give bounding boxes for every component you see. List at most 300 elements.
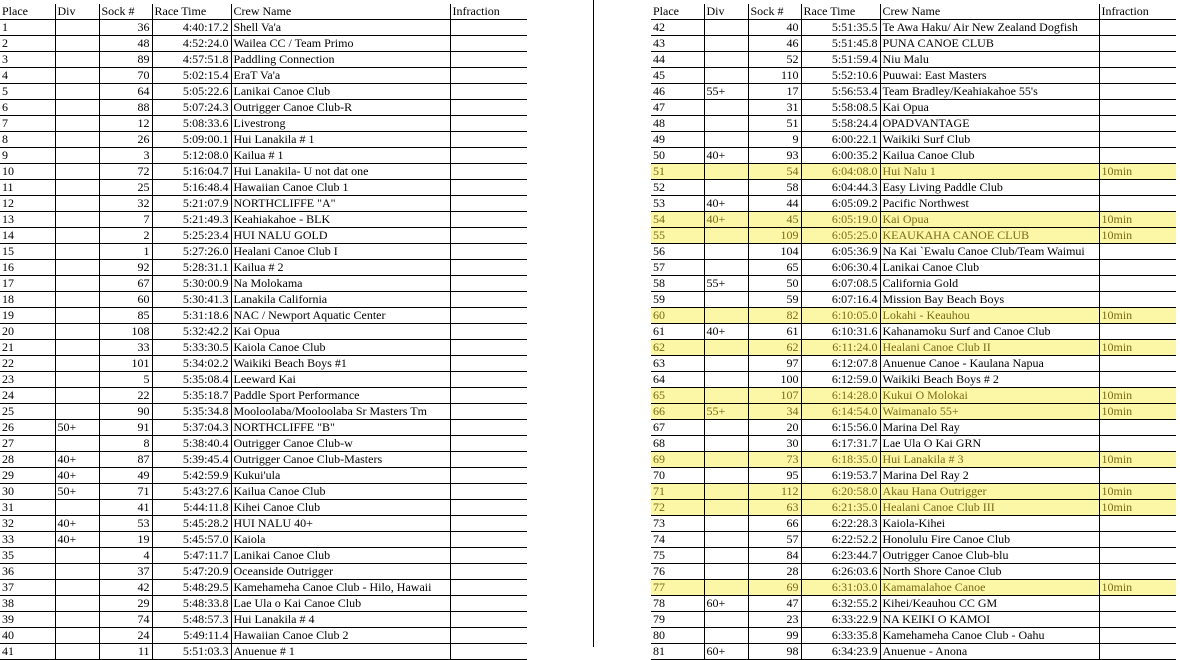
cell-race-time: 5:05:22.6 bbox=[152, 84, 231, 100]
cell-place: 24 bbox=[0, 388, 55, 404]
cell-infraction bbox=[1099, 132, 1176, 148]
cell-infraction bbox=[450, 52, 527, 68]
cell-place: 48 bbox=[651, 116, 704, 132]
cell-place: 28 bbox=[0, 452, 55, 468]
cell-infraction bbox=[450, 244, 527, 260]
cell-crew-name: Na Kai `Ewalu Canoe Club/Team Waimui bbox=[880, 244, 1099, 260]
table-row bbox=[651, 500, 1176, 516]
cell-sock: 33 bbox=[99, 340, 152, 356]
cell-place: 35 bbox=[0, 548, 55, 564]
cell-sock: 85 bbox=[99, 308, 152, 324]
cell-place: 19 bbox=[0, 308, 55, 324]
cell-crew-name: Healani Canoe Club III bbox=[880, 500, 1099, 516]
table-row bbox=[0, 340, 527, 356]
cell-race-time: 5:21:07.9 bbox=[152, 196, 231, 212]
cell-race-time: 5:12:08.0 bbox=[152, 148, 231, 164]
cell-race-time: 5:28:31.1 bbox=[152, 260, 231, 276]
cell-div bbox=[55, 356, 99, 372]
cell-race-time: 5:09:00.1 bbox=[152, 132, 231, 148]
cell-race-time: 5:48:29.5 bbox=[152, 580, 231, 596]
table-row bbox=[0, 212, 527, 228]
cell-crew-name: Leeward Kai bbox=[231, 372, 450, 388]
cell-race-time: 4:52:24.0 bbox=[152, 36, 231, 52]
cell-race-time: 5:08:33.6 bbox=[152, 116, 231, 132]
cell-crew-name: Kailua Canoe Club bbox=[231, 484, 450, 500]
cell-place: 20 bbox=[0, 324, 55, 340]
cell-div bbox=[704, 548, 748, 564]
cell-race-time: 5:38:40.4 bbox=[152, 436, 231, 452]
cell-div bbox=[704, 260, 748, 276]
cell-sock: 49 bbox=[99, 468, 152, 484]
cell-sock: 30 bbox=[748, 436, 801, 452]
table-row bbox=[651, 276, 1176, 292]
cell-sock: 54 bbox=[748, 164, 801, 180]
table-row bbox=[0, 20, 527, 36]
cell-crew-name: Keahiakahoe - BLK bbox=[231, 212, 450, 228]
cell-race-time: 6:20:58.0 bbox=[801, 484, 880, 500]
cell-sock: 4 bbox=[99, 548, 152, 564]
cell-crew-name: Hawaiian Canoe Club 2 bbox=[231, 628, 450, 644]
cell-place: 39 bbox=[0, 612, 55, 628]
cell-sock: 52 bbox=[748, 52, 801, 68]
cell-crew-name: Waikiki Surf Club bbox=[880, 132, 1099, 148]
cell-infraction bbox=[1099, 596, 1176, 612]
cell-div bbox=[704, 532, 748, 548]
cell-place: 46 bbox=[651, 84, 704, 100]
cell-crew-name: California Gold bbox=[880, 276, 1099, 292]
cell-place: 73 bbox=[651, 516, 704, 532]
cell-infraction bbox=[1099, 516, 1176, 532]
cell-infraction: 10min bbox=[1099, 484, 1176, 500]
cell-race-time: 5:56:53.4 bbox=[801, 84, 880, 100]
cell-place: 47 bbox=[651, 100, 704, 116]
cell-infraction bbox=[1099, 324, 1176, 340]
cell-crew-name: Kihei/Keauhou CC GM bbox=[880, 596, 1099, 612]
cell-place: 11 bbox=[0, 180, 55, 196]
cell-div bbox=[55, 212, 99, 228]
cell-crew-name: Marina Del Ray 2 bbox=[880, 468, 1099, 484]
table-row bbox=[0, 628, 527, 644]
cell-place: 8 bbox=[0, 132, 55, 148]
cell-infraction bbox=[450, 20, 527, 36]
cell-crew-name: Kukui'ula bbox=[231, 468, 450, 484]
cell-race-time: 5:37:04.3 bbox=[152, 420, 231, 436]
table-row bbox=[0, 308, 527, 324]
cell-div bbox=[704, 484, 748, 500]
cell-crew-name: Te Awa Haku/ Air New Zealand Dogfish bbox=[880, 20, 1099, 36]
cell-race-time: 6:32:55.2 bbox=[801, 596, 880, 612]
cell-infraction bbox=[450, 164, 527, 180]
cell-infraction bbox=[450, 612, 527, 628]
cell-infraction bbox=[450, 68, 527, 84]
cell-div: 40+ bbox=[704, 212, 748, 228]
cell-infraction bbox=[1099, 644, 1176, 660]
cell-crew-name: Marina Del Ray bbox=[880, 420, 1099, 436]
cell-race-time: 5:43:27.6 bbox=[152, 484, 231, 500]
cell-sock: 88 bbox=[99, 100, 152, 116]
cell-div bbox=[704, 436, 748, 452]
cell-sock: 29 bbox=[99, 596, 152, 612]
table-row bbox=[0, 276, 527, 292]
cell-place: 79 bbox=[651, 612, 704, 628]
cell-sock: 66 bbox=[748, 516, 801, 532]
cell-div bbox=[55, 548, 99, 564]
cell-place: 63 bbox=[651, 356, 704, 372]
cell-race-time: 5:44:11.8 bbox=[152, 500, 231, 516]
table-row bbox=[0, 164, 527, 180]
header-place: Place bbox=[0, 4, 55, 20]
cell-infraction bbox=[450, 292, 527, 308]
cell-infraction: 10min bbox=[1099, 212, 1176, 228]
cell-race-time: 6:31:03.0 bbox=[801, 580, 880, 596]
cell-div bbox=[704, 164, 748, 180]
cell-div bbox=[704, 68, 748, 84]
cell-race-time: 4:57:51.8 bbox=[152, 52, 231, 68]
header-row bbox=[651, 4, 1176, 20]
cell-sock: 92 bbox=[99, 260, 152, 276]
cell-sock: 63 bbox=[748, 500, 801, 516]
cell-race-time: 5:49:11.4 bbox=[152, 628, 231, 644]
cell-race-time: 6:22:52.2 bbox=[801, 532, 880, 548]
cell-div: 55+ bbox=[704, 404, 748, 420]
cell-sock: 71 bbox=[99, 484, 152, 500]
cell-crew-name: Kaiola Canoe Club bbox=[231, 340, 450, 356]
cell-sock: 32 bbox=[99, 196, 152, 212]
cell-crew-name: Waikiki Beach Boys # 2 bbox=[880, 372, 1099, 388]
cell-div bbox=[704, 36, 748, 52]
table-row bbox=[0, 196, 527, 212]
cell-crew-name: Shell Va'a bbox=[231, 20, 450, 36]
cell-infraction bbox=[1099, 100, 1176, 116]
cell-sock: 107 bbox=[748, 388, 801, 404]
table-row bbox=[0, 468, 527, 484]
cell-place: 64 bbox=[651, 372, 704, 388]
cell-infraction bbox=[450, 228, 527, 244]
cell-crew-name: North Shore Canoe Club bbox=[880, 564, 1099, 580]
cell-place: 37 bbox=[0, 580, 55, 596]
cell-race-time: 5:42:59.9 bbox=[152, 468, 231, 484]
cell-crew-name: Lae Ula O Kai GRN bbox=[880, 436, 1099, 452]
table-row bbox=[651, 68, 1176, 84]
cell-place: 60 bbox=[651, 308, 704, 324]
cell-place: 23 bbox=[0, 372, 55, 388]
header-sock: Sock # bbox=[99, 4, 152, 20]
cell-crew-name: Anuenue # 1 bbox=[231, 644, 450, 660]
cell-place: 68 bbox=[651, 436, 704, 452]
cell-crew-name: Puuwai: East Masters bbox=[880, 68, 1099, 84]
table-row bbox=[651, 196, 1176, 212]
cell-crew-name: NAC / Newport Aquatic Center bbox=[231, 308, 450, 324]
cell-sock: 50 bbox=[748, 276, 801, 292]
cell-place: 66 bbox=[651, 404, 704, 420]
cell-place: 53 bbox=[651, 196, 704, 212]
cell-place: 1 bbox=[0, 20, 55, 36]
cell-infraction bbox=[450, 484, 527, 500]
cell-sock: 44 bbox=[748, 196, 801, 212]
cell-infraction bbox=[450, 148, 527, 164]
cell-div bbox=[704, 20, 748, 36]
cell-infraction bbox=[450, 404, 527, 420]
cell-race-time: 6:19:53.7 bbox=[801, 468, 880, 484]
cell-infraction: 10min bbox=[1099, 580, 1176, 596]
cell-infraction: 10min bbox=[1099, 388, 1176, 404]
cell-crew-name: Outrigger Canoe Club-blu bbox=[880, 548, 1099, 564]
cell-race-time: 6:14:28.0 bbox=[801, 388, 880, 404]
cell-sock: 12 bbox=[99, 116, 152, 132]
cell-place: 77 bbox=[651, 580, 704, 596]
cell-div: 55+ bbox=[704, 84, 748, 100]
cell-sock: 8 bbox=[99, 436, 152, 452]
cell-crew-name: Pacific Northwest bbox=[880, 196, 1099, 212]
cell-crew-name: Kailua Canoe Club bbox=[880, 148, 1099, 164]
cell-crew-name: Kai Opua bbox=[880, 212, 1099, 228]
cell-sock: 64 bbox=[99, 84, 152, 100]
cell-race-time: 6:33:35.8 bbox=[801, 628, 880, 644]
table-row bbox=[0, 404, 527, 420]
table-row bbox=[0, 388, 527, 404]
cell-crew-name: Lanakila California bbox=[231, 292, 450, 308]
table-row bbox=[651, 308, 1176, 324]
cell-crew-name: Lokahi - Keauhou bbox=[880, 308, 1099, 324]
cell-race-time: 5:27:26.0 bbox=[152, 244, 231, 260]
cell-race-time: 6:07:08.5 bbox=[801, 276, 880, 292]
cell-div bbox=[704, 516, 748, 532]
cell-place: 4 bbox=[0, 68, 55, 84]
header-race-time: Race Time bbox=[801, 4, 880, 20]
cell-race-time: 5:51:59.4 bbox=[801, 52, 880, 68]
cell-div: 40+ bbox=[704, 148, 748, 164]
cell-sock: 112 bbox=[748, 484, 801, 500]
cell-infraction bbox=[450, 308, 527, 324]
cell-sock: 41 bbox=[99, 500, 152, 516]
cell-div: 40+ bbox=[55, 468, 99, 484]
cell-infraction bbox=[1099, 420, 1176, 436]
cell-place: 26 bbox=[0, 420, 55, 436]
cell-crew-name: OPADVANTAGE bbox=[880, 116, 1099, 132]
cell-div: 40+ bbox=[704, 196, 748, 212]
cell-infraction bbox=[450, 132, 527, 148]
cell-div bbox=[55, 68, 99, 84]
cell-crew-name: Kai Opua bbox=[880, 100, 1099, 116]
table-row bbox=[0, 564, 527, 580]
cell-infraction bbox=[1099, 548, 1176, 564]
cell-race-time: 5:35:34.8 bbox=[152, 404, 231, 420]
cell-crew-name: Niu Malu bbox=[880, 52, 1099, 68]
cell-place: 16 bbox=[0, 260, 55, 276]
cell-div bbox=[704, 564, 748, 580]
cell-sock: 65 bbox=[748, 260, 801, 276]
cell-sock: 95 bbox=[748, 468, 801, 484]
cell-sock: 23 bbox=[748, 612, 801, 628]
cell-crew-name: Lanikai Canoe Club bbox=[231, 548, 450, 564]
cell-crew-name: Waimanalo 55+ bbox=[880, 404, 1099, 420]
cell-infraction bbox=[1099, 356, 1176, 372]
table-row bbox=[0, 516, 527, 532]
cell-place: 74 bbox=[651, 532, 704, 548]
cell-sock: 46 bbox=[748, 36, 801, 52]
cell-race-time: 5:58:24.4 bbox=[801, 116, 880, 132]
header-row bbox=[0, 4, 527, 20]
cell-infraction bbox=[450, 196, 527, 212]
cell-infraction bbox=[450, 116, 527, 132]
cell-sock: 91 bbox=[99, 420, 152, 436]
cell-race-time: 5:34:02.2 bbox=[152, 356, 231, 372]
header-crew-name: Crew Name bbox=[880, 4, 1099, 20]
cell-place: 59 bbox=[651, 292, 704, 308]
cell-div bbox=[55, 308, 99, 324]
cell-div bbox=[55, 436, 99, 452]
cell-div: 60+ bbox=[704, 596, 748, 612]
cell-crew-name: Lanikai Canoe Club bbox=[231, 84, 450, 100]
cell-div: 40+ bbox=[55, 452, 99, 468]
cell-crew-name: Mooloolaba/Mooloolaba Sr Masters Tm bbox=[231, 404, 450, 420]
cell-race-time: 5:07:24.3 bbox=[152, 100, 231, 116]
cell-infraction bbox=[450, 452, 527, 468]
cell-infraction: 10min bbox=[1099, 340, 1176, 356]
cell-race-time: 5:02:15.4 bbox=[152, 68, 231, 84]
cell-crew-name: Akau Hana Outrigger bbox=[880, 484, 1099, 500]
cell-race-time: 5:35:18.7 bbox=[152, 388, 231, 404]
table-row bbox=[0, 356, 527, 372]
cell-sock: 36 bbox=[99, 20, 152, 36]
header-sock: Sock # bbox=[748, 4, 801, 20]
cell-crew-name: Wailea CC / Team Primo bbox=[231, 36, 450, 52]
cell-sock: 48 bbox=[99, 36, 152, 52]
cell-place: 7 bbox=[0, 116, 55, 132]
cell-crew-name: HUI NALU GOLD bbox=[231, 228, 450, 244]
table-row bbox=[651, 180, 1176, 196]
cell-race-time: 5:21:49.3 bbox=[152, 212, 231, 228]
cell-place: 50 bbox=[651, 148, 704, 164]
cell-infraction bbox=[450, 100, 527, 116]
table-row bbox=[0, 580, 527, 596]
cell-sock: 5 bbox=[99, 372, 152, 388]
cell-sock: 90 bbox=[99, 404, 152, 420]
cell-place: 38 bbox=[0, 596, 55, 612]
cell-race-time: 5:16:48.4 bbox=[152, 180, 231, 196]
cell-crew-name: Kahanamoku Surf and Canoe Club bbox=[880, 324, 1099, 340]
cell-crew-name: NA KEIKI O KAMOI bbox=[880, 612, 1099, 628]
cell-infraction bbox=[1099, 564, 1176, 580]
cell-div bbox=[55, 340, 99, 356]
cell-race-time: 6:10:05.0 bbox=[801, 308, 880, 324]
cell-race-time: 6:10:31.6 bbox=[801, 324, 880, 340]
cell-sock: 19 bbox=[99, 532, 152, 548]
cell-place: 67 bbox=[651, 420, 704, 436]
cell-race-time: 5:48:33.8 bbox=[152, 596, 231, 612]
cell-crew-name: PUNA CANOE CLUB bbox=[880, 36, 1099, 52]
cell-div bbox=[55, 164, 99, 180]
cell-infraction: 10min bbox=[1099, 500, 1176, 516]
table-row bbox=[651, 292, 1176, 308]
table-row bbox=[651, 100, 1176, 116]
table-row bbox=[0, 500, 527, 516]
table-row bbox=[651, 532, 1176, 548]
cell-crew-name: Kukui O Molokai bbox=[880, 388, 1099, 404]
cell-div bbox=[704, 228, 748, 244]
cell-infraction bbox=[1099, 20, 1176, 36]
cell-crew-name: Hui Lanakila # 3 bbox=[880, 452, 1099, 468]
cell-race-time: 5:45:28.2 bbox=[152, 516, 231, 532]
table-row bbox=[0, 148, 527, 164]
header-div: Div bbox=[704, 4, 748, 20]
cell-place: 15 bbox=[0, 244, 55, 260]
cell-race-time: 6:00:22.1 bbox=[801, 132, 880, 148]
cell-race-time: 6:26:03.6 bbox=[801, 564, 880, 580]
cell-sock: 61 bbox=[748, 324, 801, 340]
cell-div bbox=[704, 180, 748, 196]
cell-div bbox=[704, 372, 748, 388]
cell-div bbox=[55, 388, 99, 404]
cell-place: 80 bbox=[651, 628, 704, 644]
cell-infraction bbox=[450, 180, 527, 196]
cell-place: 10 bbox=[0, 164, 55, 180]
cell-sock: 1 bbox=[99, 244, 152, 260]
cell-sock: 108 bbox=[99, 324, 152, 340]
cell-race-time: 6:05:36.9 bbox=[801, 244, 880, 260]
cell-sock: 73 bbox=[748, 452, 801, 468]
table-row bbox=[0, 180, 527, 196]
header-infraction: Infraction bbox=[450, 4, 527, 20]
cell-infraction bbox=[450, 372, 527, 388]
cell-race-time: 6:15:56.0 bbox=[801, 420, 880, 436]
cell-race-time: 6:06:30.4 bbox=[801, 260, 880, 276]
cell-div bbox=[704, 244, 748, 260]
cell-place: 40 bbox=[0, 628, 55, 644]
cell-crew-name: Kamehameha Canoe Club - Oahu bbox=[880, 628, 1099, 644]
cell-place: 9 bbox=[0, 148, 55, 164]
cell-infraction bbox=[1099, 372, 1176, 388]
cell-place: 18 bbox=[0, 292, 55, 308]
cell-place: 3 bbox=[0, 52, 55, 68]
cell-race-time: 6:05:09.2 bbox=[801, 196, 880, 212]
cell-sock: 17 bbox=[748, 84, 801, 100]
cell-place: 33 bbox=[0, 532, 55, 548]
cell-sock: 60 bbox=[99, 292, 152, 308]
cell-crew-name: Outrigger Canoe Club-R bbox=[231, 100, 450, 116]
cell-div bbox=[55, 596, 99, 612]
cell-crew-name: Kailua # 1 bbox=[231, 148, 450, 164]
cell-div bbox=[704, 132, 748, 148]
cell-crew-name: Waikiki Beach Boys #1 bbox=[231, 356, 450, 372]
cell-crew-name: Na Molokama bbox=[231, 276, 450, 292]
cell-crew-name: Hui Lanakila # 1 bbox=[231, 132, 450, 148]
cell-div bbox=[704, 100, 748, 116]
header-crew-name: Crew Name bbox=[231, 4, 450, 20]
cell-race-time: 6:21:35.0 bbox=[801, 500, 880, 516]
cell-sock: 100 bbox=[748, 372, 801, 388]
cell-crew-name: NORTHCLIFFE "A" bbox=[231, 196, 450, 212]
cell-div bbox=[704, 580, 748, 596]
cell-race-time: 6:00:35.2 bbox=[801, 148, 880, 164]
cell-div bbox=[704, 388, 748, 404]
cell-sock: 93 bbox=[748, 148, 801, 164]
header-infraction: Infraction bbox=[1099, 4, 1176, 20]
cell-sock: 37 bbox=[99, 564, 152, 580]
cell-sock: 28 bbox=[748, 564, 801, 580]
panel-divider bbox=[593, 0, 594, 647]
cell-race-time: 6:23:44.7 bbox=[801, 548, 880, 564]
cell-sock: 26 bbox=[99, 132, 152, 148]
cell-div bbox=[55, 84, 99, 100]
cell-sock: 47 bbox=[748, 596, 801, 612]
table-row bbox=[651, 612, 1176, 628]
cell-infraction bbox=[1099, 628, 1176, 644]
cell-crew-name: Outrigger Canoe Club-w bbox=[231, 436, 450, 452]
cell-crew-name: Healani Canoe Club II bbox=[880, 340, 1099, 356]
cell-div bbox=[55, 324, 99, 340]
cell-place: 76 bbox=[651, 564, 704, 580]
